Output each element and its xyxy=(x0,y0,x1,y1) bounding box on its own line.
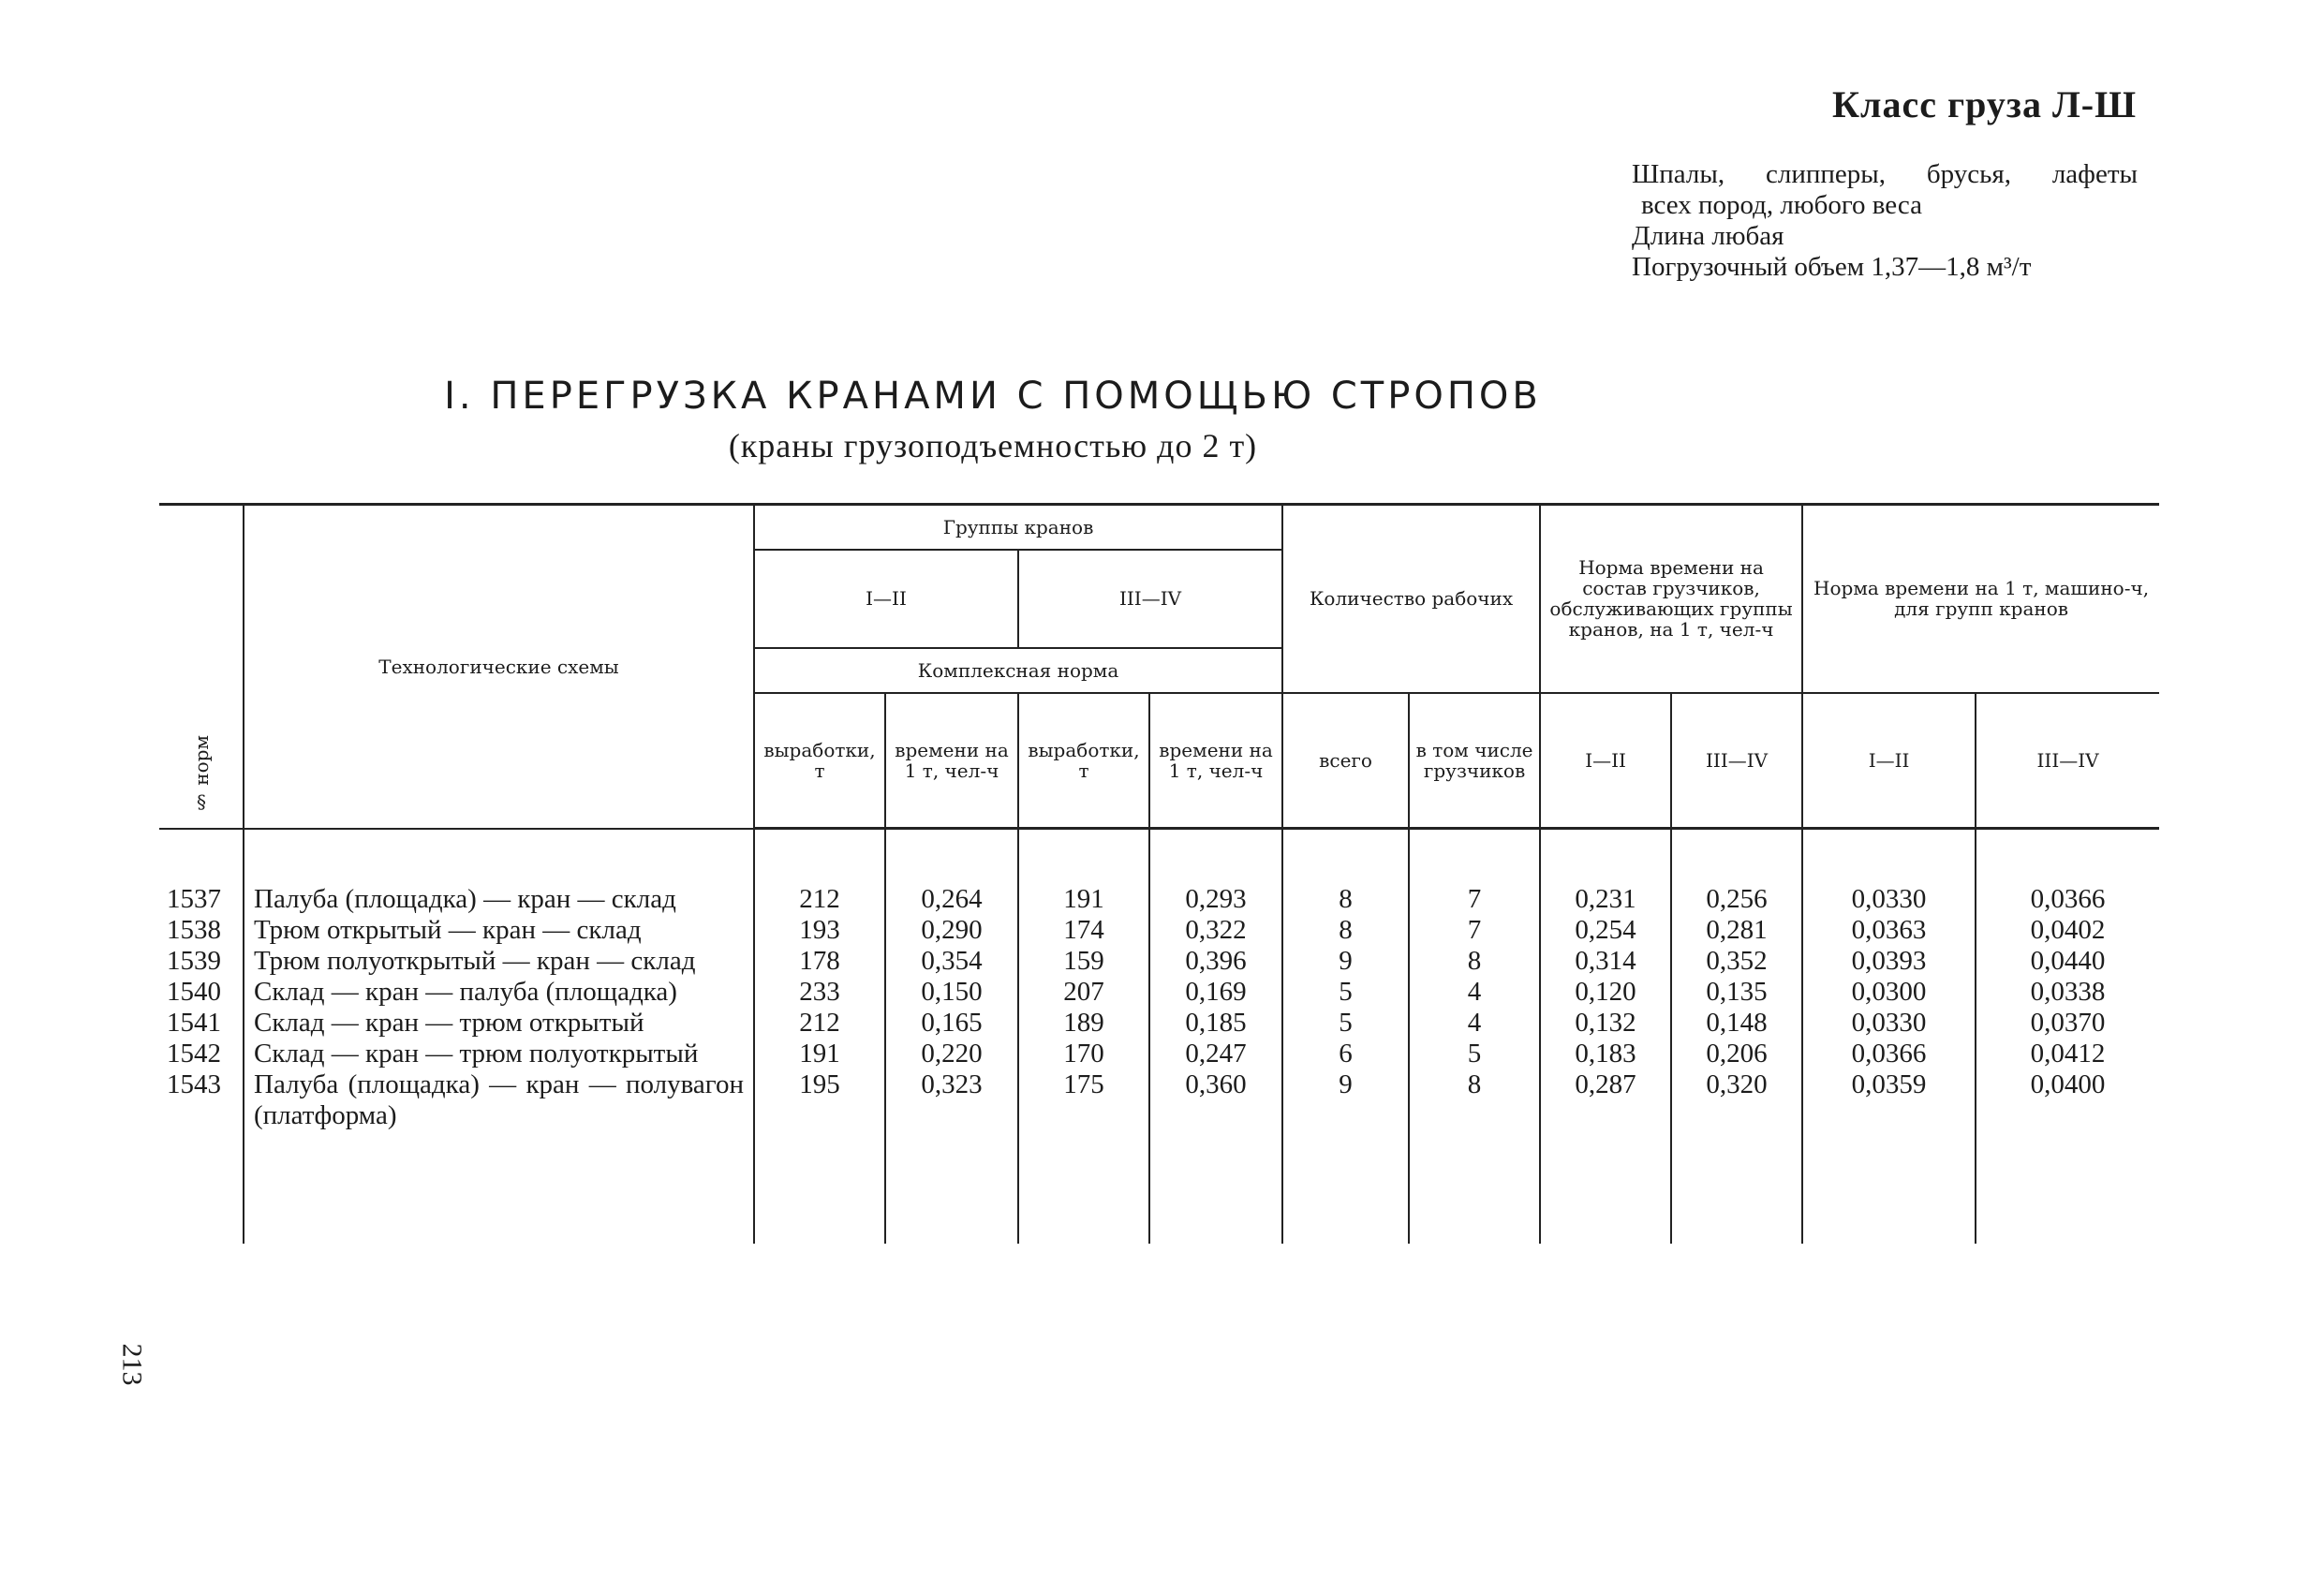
output-1-2: 195 xyxy=(754,1069,885,1131)
time-3-4: 0,360 xyxy=(1149,1069,1282,1131)
scheme-cell: Склад — кран — трюм полуоткрытый xyxy=(244,1039,754,1069)
time-1-2: 0,165 xyxy=(885,1008,1018,1039)
machine-time-header: Норма времени на 1 т, машино-ч, для групп кранов xyxy=(1802,505,2159,693)
output-1-2: 178 xyxy=(754,946,885,977)
norm-number-header xyxy=(159,505,244,829)
schemes-header: Технологические схемы xyxy=(244,505,754,829)
empty-cell xyxy=(1018,1131,1149,1244)
output-1-2: 233 xyxy=(754,977,885,1008)
empty-cell xyxy=(885,1131,1018,1244)
empty-cell xyxy=(159,1131,244,1244)
crew-time-3-4: 0,281 xyxy=(1671,915,1802,946)
empty-cell xyxy=(1409,1131,1540,1244)
machine-time-3-4: 0,0440 xyxy=(1976,946,2159,977)
time-1-2: 0,150 xyxy=(885,977,1018,1008)
time-3-4: 0,293 xyxy=(1149,829,1282,916)
output-3-4: 191 xyxy=(1018,829,1149,916)
crew-time-1-2: 0,132 xyxy=(1540,1008,1671,1039)
crew-time-1-2: 0,183 xyxy=(1540,1039,1671,1069)
empty-cell xyxy=(1540,1131,1671,1244)
machine-time-1-2: 0,0330 xyxy=(1802,829,1976,916)
workers-loaders: 8 xyxy=(1409,946,1540,977)
section-subtitle: (краны грузоподъемностью до 2 т) xyxy=(728,427,1258,464)
machine-time-3-4: 0,0370 xyxy=(1976,1008,2159,1039)
workers-total: 8 xyxy=(1282,915,1409,946)
crew-time-3-4: 0,135 xyxy=(1671,977,1802,1008)
table-row xyxy=(159,977,2159,1008)
norms-table xyxy=(159,503,2159,1244)
table-body xyxy=(159,829,2159,1245)
table-header xyxy=(159,505,2159,829)
output-3-4: 189 xyxy=(1018,1008,1149,1039)
time-1-2: 0,264 xyxy=(885,829,1018,916)
machine-time-3-4: 0,0400 xyxy=(1976,1069,2159,1131)
time-1-2: 0,354 xyxy=(885,946,1018,977)
table-row xyxy=(159,1069,2159,1131)
norm-number: 1542 xyxy=(159,1039,244,1069)
crew-time-3-4: 0,206 xyxy=(1671,1039,1802,1069)
crew-time-1-2: 0,287 xyxy=(1540,1069,1671,1131)
output-1-2: 191 xyxy=(754,1039,885,1069)
norm-number-header-label: § норм xyxy=(189,735,213,815)
cargo-class-title: Класс груза Л-Ш xyxy=(1832,83,2137,125)
norm-number: 1540 xyxy=(159,977,244,1008)
workers-loaders-header: в том числе грузчиков xyxy=(1409,693,1540,829)
crew-time-1-2: 0,314 xyxy=(1540,946,1671,977)
scheme-cell: Палуба (площадка) — кран — полувагон (платформа) xyxy=(244,1069,754,1131)
scheme-cell: Трюм полуоткрытый — кран — склад xyxy=(244,946,754,977)
norm-number: 1537 xyxy=(159,829,244,916)
output-1-2-header: выработки, т xyxy=(754,693,885,829)
workers-loaders: 4 xyxy=(1409,977,1540,1008)
crew-1-2-header: I—II xyxy=(1540,693,1671,829)
crew-time-3-4: 0,352 xyxy=(1671,946,1802,977)
empty-cell xyxy=(1976,1131,2159,1244)
crew-time-3-4: 0,148 xyxy=(1671,1008,1802,1039)
table-row xyxy=(159,1039,2159,1069)
workers-total: 8 xyxy=(1282,829,1409,916)
norm-number: 1543 xyxy=(159,1069,244,1131)
workers-total: 5 xyxy=(1282,977,1409,1008)
scheme-cell: Склад — кран — палуба (площадка) xyxy=(244,977,754,1008)
group-1-2-header: I—II xyxy=(754,550,1018,648)
crew-time-header: Норма времени на состав грузчиков, обслуживающих группы кранов, на 1 т, чел-ч xyxy=(1540,505,1802,693)
workers-header: Количество рабочих xyxy=(1282,505,1540,693)
crew-time-1-2: 0,254 xyxy=(1540,915,1671,946)
machine-time-1-2: 0,0393 xyxy=(1802,946,1976,977)
workers-total: 9 xyxy=(1282,1069,1409,1131)
workers-loaders: 4 xyxy=(1409,1008,1540,1039)
time-1-2: 0,220 xyxy=(885,1039,1018,1069)
norm-number: 1539 xyxy=(159,946,244,977)
machine-time-3-4: 0,0338 xyxy=(1976,977,2159,1008)
scheme-cell: Палуба (площадка) — кран — склад xyxy=(244,829,754,916)
section-title: I. ПЕРЕГРУЗКА КРАНАМИ С ПОМОЩЬЮ СТРОПОВ xyxy=(444,375,1542,418)
machine-3-4-header: III—IV xyxy=(1976,693,2159,829)
norm-number: 1538 xyxy=(159,915,244,946)
empty-cell xyxy=(244,1131,754,1244)
table-row xyxy=(159,1008,2159,1039)
machine-time-3-4: 0,0412 xyxy=(1976,1039,2159,1069)
empty-cell xyxy=(1671,1131,1802,1244)
crew-time-1-2: 0,120 xyxy=(1540,977,1671,1008)
crew-time-1-2: 0,231 xyxy=(1540,829,1671,916)
workers-loaders: 8 xyxy=(1409,1069,1540,1131)
complex-norm-header: Комплексная норма xyxy=(754,648,1282,693)
output-3-4: 174 xyxy=(1018,915,1149,946)
empty-cell xyxy=(1282,1131,1409,1244)
workers-loaders: 7 xyxy=(1409,829,1540,916)
machine-time-1-2: 0,0366 xyxy=(1802,1039,1976,1069)
workers-total: 5 xyxy=(1282,1008,1409,1039)
time-3-4: 0,247 xyxy=(1149,1039,1282,1069)
table-row xyxy=(159,829,2159,916)
crane-groups-header: Группы кранов xyxy=(754,505,1282,550)
page-number: 213 xyxy=(116,1343,148,1386)
output-1-2: 212 xyxy=(754,1008,885,1039)
empty-cell xyxy=(754,1131,885,1244)
empty-cell xyxy=(1802,1131,1976,1244)
table-row xyxy=(159,915,2159,946)
group-3-4-header: III—IV xyxy=(1018,550,1282,648)
output-1-2: 212 xyxy=(754,829,885,916)
machine-time-3-4: 0,0402 xyxy=(1976,915,2159,946)
table-spacer-row xyxy=(159,1131,2159,1244)
workers-total: 9 xyxy=(1282,946,1409,977)
output-3-4: 175 xyxy=(1018,1069,1149,1131)
crew-time-3-4: 0,256 xyxy=(1671,829,1802,916)
crew-3-4-header: III—IV xyxy=(1671,693,1802,829)
machine-time-1-2: 0,0330 xyxy=(1802,1008,1976,1039)
machine-1-2-header: I—II xyxy=(1802,693,1976,829)
description-line: Длина любая xyxy=(1632,221,1784,251)
workers-total-header: всего xyxy=(1282,693,1409,829)
empty-cell xyxy=(1149,1131,1282,1244)
time-3-4: 0,322 xyxy=(1149,915,1282,946)
cargo-description xyxy=(1632,159,2138,283)
time-1-2: 0,290 xyxy=(885,915,1018,946)
output-3-4: 170 xyxy=(1018,1039,1149,1069)
description-line: Шпалы, слипперы, брусья, лафеты xyxy=(1632,159,2138,189)
table-row xyxy=(159,946,2159,977)
workers-total: 6 xyxy=(1282,1039,1409,1069)
output-3-4: 207 xyxy=(1018,977,1149,1008)
crew-time-3-4: 0,320 xyxy=(1671,1069,1802,1131)
norm-number: 1541 xyxy=(159,1008,244,1039)
output-1-2: 193 xyxy=(754,915,885,946)
workers-loaders: 7 xyxy=(1409,915,1540,946)
time-1-2: 0,323 xyxy=(885,1069,1018,1131)
time-3-4: 0,185 xyxy=(1149,1008,1282,1039)
time-3-4-header: времени на 1 т, чел-ч xyxy=(1149,693,1282,829)
output-3-4: 159 xyxy=(1018,946,1149,977)
output-3-4-header: выработки, т xyxy=(1018,693,1149,829)
scheme-cell: Трюм открытый — кран — склад xyxy=(244,915,754,946)
time-3-4: 0,169 xyxy=(1149,977,1282,1008)
machine-time-1-2: 0,0363 xyxy=(1802,915,1976,946)
machine-time-1-2: 0,0359 xyxy=(1802,1069,1976,1131)
machine-time-3-4: 0,0366 xyxy=(1976,829,2159,916)
machine-time-1-2: 0,0300 xyxy=(1802,977,1976,1008)
description-line: всех пород, любого веса xyxy=(1641,190,1922,220)
workers-loaders: 5 xyxy=(1409,1039,1540,1069)
time-3-4: 0,396 xyxy=(1149,946,1282,977)
scheme-cell: Склад — кран — трюм открытый xyxy=(244,1008,754,1039)
description-line: Погрузочный объем 1,37—1,8 м³/т xyxy=(1632,252,2032,282)
time-1-2-header: времени на 1 т, чел-ч xyxy=(885,693,1018,829)
